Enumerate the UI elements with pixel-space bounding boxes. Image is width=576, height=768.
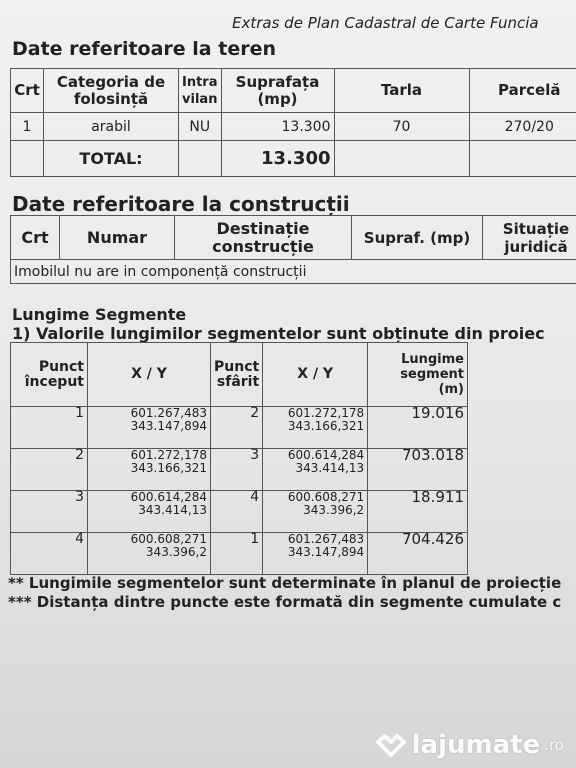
col-tarla: Tarla: [334, 69, 469, 113]
segment-xy-end: [263, 533, 368, 575]
col-punct-sfarit: Punct sfârit: [211, 343, 263, 407]
segment-xy-start: [88, 533, 211, 575]
segment-xy-end: [263, 449, 368, 491]
coordinate-value: 343.147,894: [130, 419, 207, 433]
col-intravilan: Intra vilan: [179, 69, 222, 113]
segmente-subheading: 1) Valorile lungimilor segmentelor sunt obținute din proiec: [12, 324, 545, 343]
segment-length: 703.018: [368, 449, 468, 491]
coordinate-value: 600.614,284: [287, 448, 365, 462]
col-supraf: Supraf. (mp): [352, 216, 483, 260]
segment-xy-end: [263, 491, 368, 533]
coordinate-value: 601.272,178: [130, 448, 207, 462]
segment-length: 18.911: [368, 491, 468, 533]
segment-start: 2: [11, 449, 88, 491]
teren-cell: 70: [334, 113, 469, 141]
segment-length: 704.426: [368, 533, 468, 575]
coordinate-value: 343.414,13: [295, 461, 365, 475]
coordinate-value: 343.166,321: [130, 461, 207, 475]
teren-cell: 270/20: [469, 113, 576, 141]
coordinate-value: 600.614,284: [130, 490, 207, 504]
coordinate-value: 343.396,2: [303, 503, 365, 517]
constructii-note: Imobilul nu are in componență construcții: [11, 260, 576, 284]
col-punct-inceput: Punct început: [11, 343, 88, 407]
segment-xy-start: [88, 407, 211, 449]
total-value: 13.300: [221, 141, 334, 177]
heart-logo-icon: [374, 732, 408, 758]
coordinate-value: 601.267,483: [130, 406, 207, 420]
col-parcela: Parcelă: [469, 69, 576, 113]
col-destinatie: Destinație construcție: [175, 216, 352, 260]
teren-table: [10, 68, 576, 177]
segment-end: 4: [211, 491, 263, 533]
coordinate-value: 600.608,271: [287, 490, 365, 504]
footnote-2: *** Distanța dintre puncte este formată din segmente cumulate c: [8, 593, 562, 611]
col-suprafata: Suprafața (mp): [221, 69, 334, 113]
document-title: Extras de Plan Cadastral de Carte Funcia: [232, 14, 539, 32]
footnote-1: ** Lungimile segmentelor sunt determinate în planul de proiecție: [8, 574, 562, 592]
segment-length: 19.016: [368, 407, 468, 449]
teren-cell: 1: [11, 113, 44, 141]
col-crt: Crt: [11, 216, 60, 260]
col-crt: Crt: [11, 69, 44, 113]
segment-row: [11, 533, 468, 575]
segment-row: [11, 449, 468, 491]
segment-row: [11, 407, 468, 449]
watermark-suffix: .ro: [544, 736, 564, 754]
col-categoria: Categoria de folosință: [44, 69, 179, 113]
segment-start: 1: [11, 407, 88, 449]
coordinate-value: 343.147,894: [287, 545, 365, 559]
col-xy-end: X / Y: [263, 343, 368, 407]
coordinate-value: 601.267,483: [287, 532, 365, 546]
coordinate-value: 343.414,13: [138, 503, 207, 517]
col-xy-start: X / Y: [88, 343, 211, 407]
watermark-brand: lajumate: [411, 730, 541, 760]
segmente-heading: Lungime Segmente: [12, 305, 187, 324]
coordinate-value: 601.272,178: [287, 406, 365, 420]
segment-end: 3: [211, 449, 263, 491]
total-label: TOTAL:: [44, 141, 179, 177]
teren-cell: 13.300: [221, 113, 334, 141]
segment-xy-start: [88, 491, 211, 533]
segment-xy-start: [88, 449, 211, 491]
coordinate-value: 600.608,271: [130, 532, 207, 546]
constructii-heading: Date referitoare la construcții: [12, 192, 350, 216]
segment-start: 4: [11, 533, 88, 575]
col-numar: Numar: [60, 216, 175, 260]
segment-xy-end: [263, 407, 368, 449]
col-situatie: Situație juridică: [483, 216, 576, 260]
watermark: [374, 730, 564, 760]
teren-heading: Date referitoare la teren: [12, 38, 276, 60]
col-lungime: Lungime segment (m): [368, 343, 468, 407]
segment-start: 3: [11, 491, 88, 533]
constructii-table: [10, 215, 576, 284]
segment-row: [11, 491, 468, 533]
segment-end: 1: [211, 533, 263, 575]
coordinate-value: 343.396,2: [145, 545, 207, 559]
coordinate-value: 343.166,321: [287, 419, 365, 433]
segmente-table: [10, 342, 468, 575]
segment-end: 2: [211, 407, 263, 449]
teren-cell: arabil: [44, 113, 179, 141]
teren-cell: NU: [179, 113, 222, 141]
